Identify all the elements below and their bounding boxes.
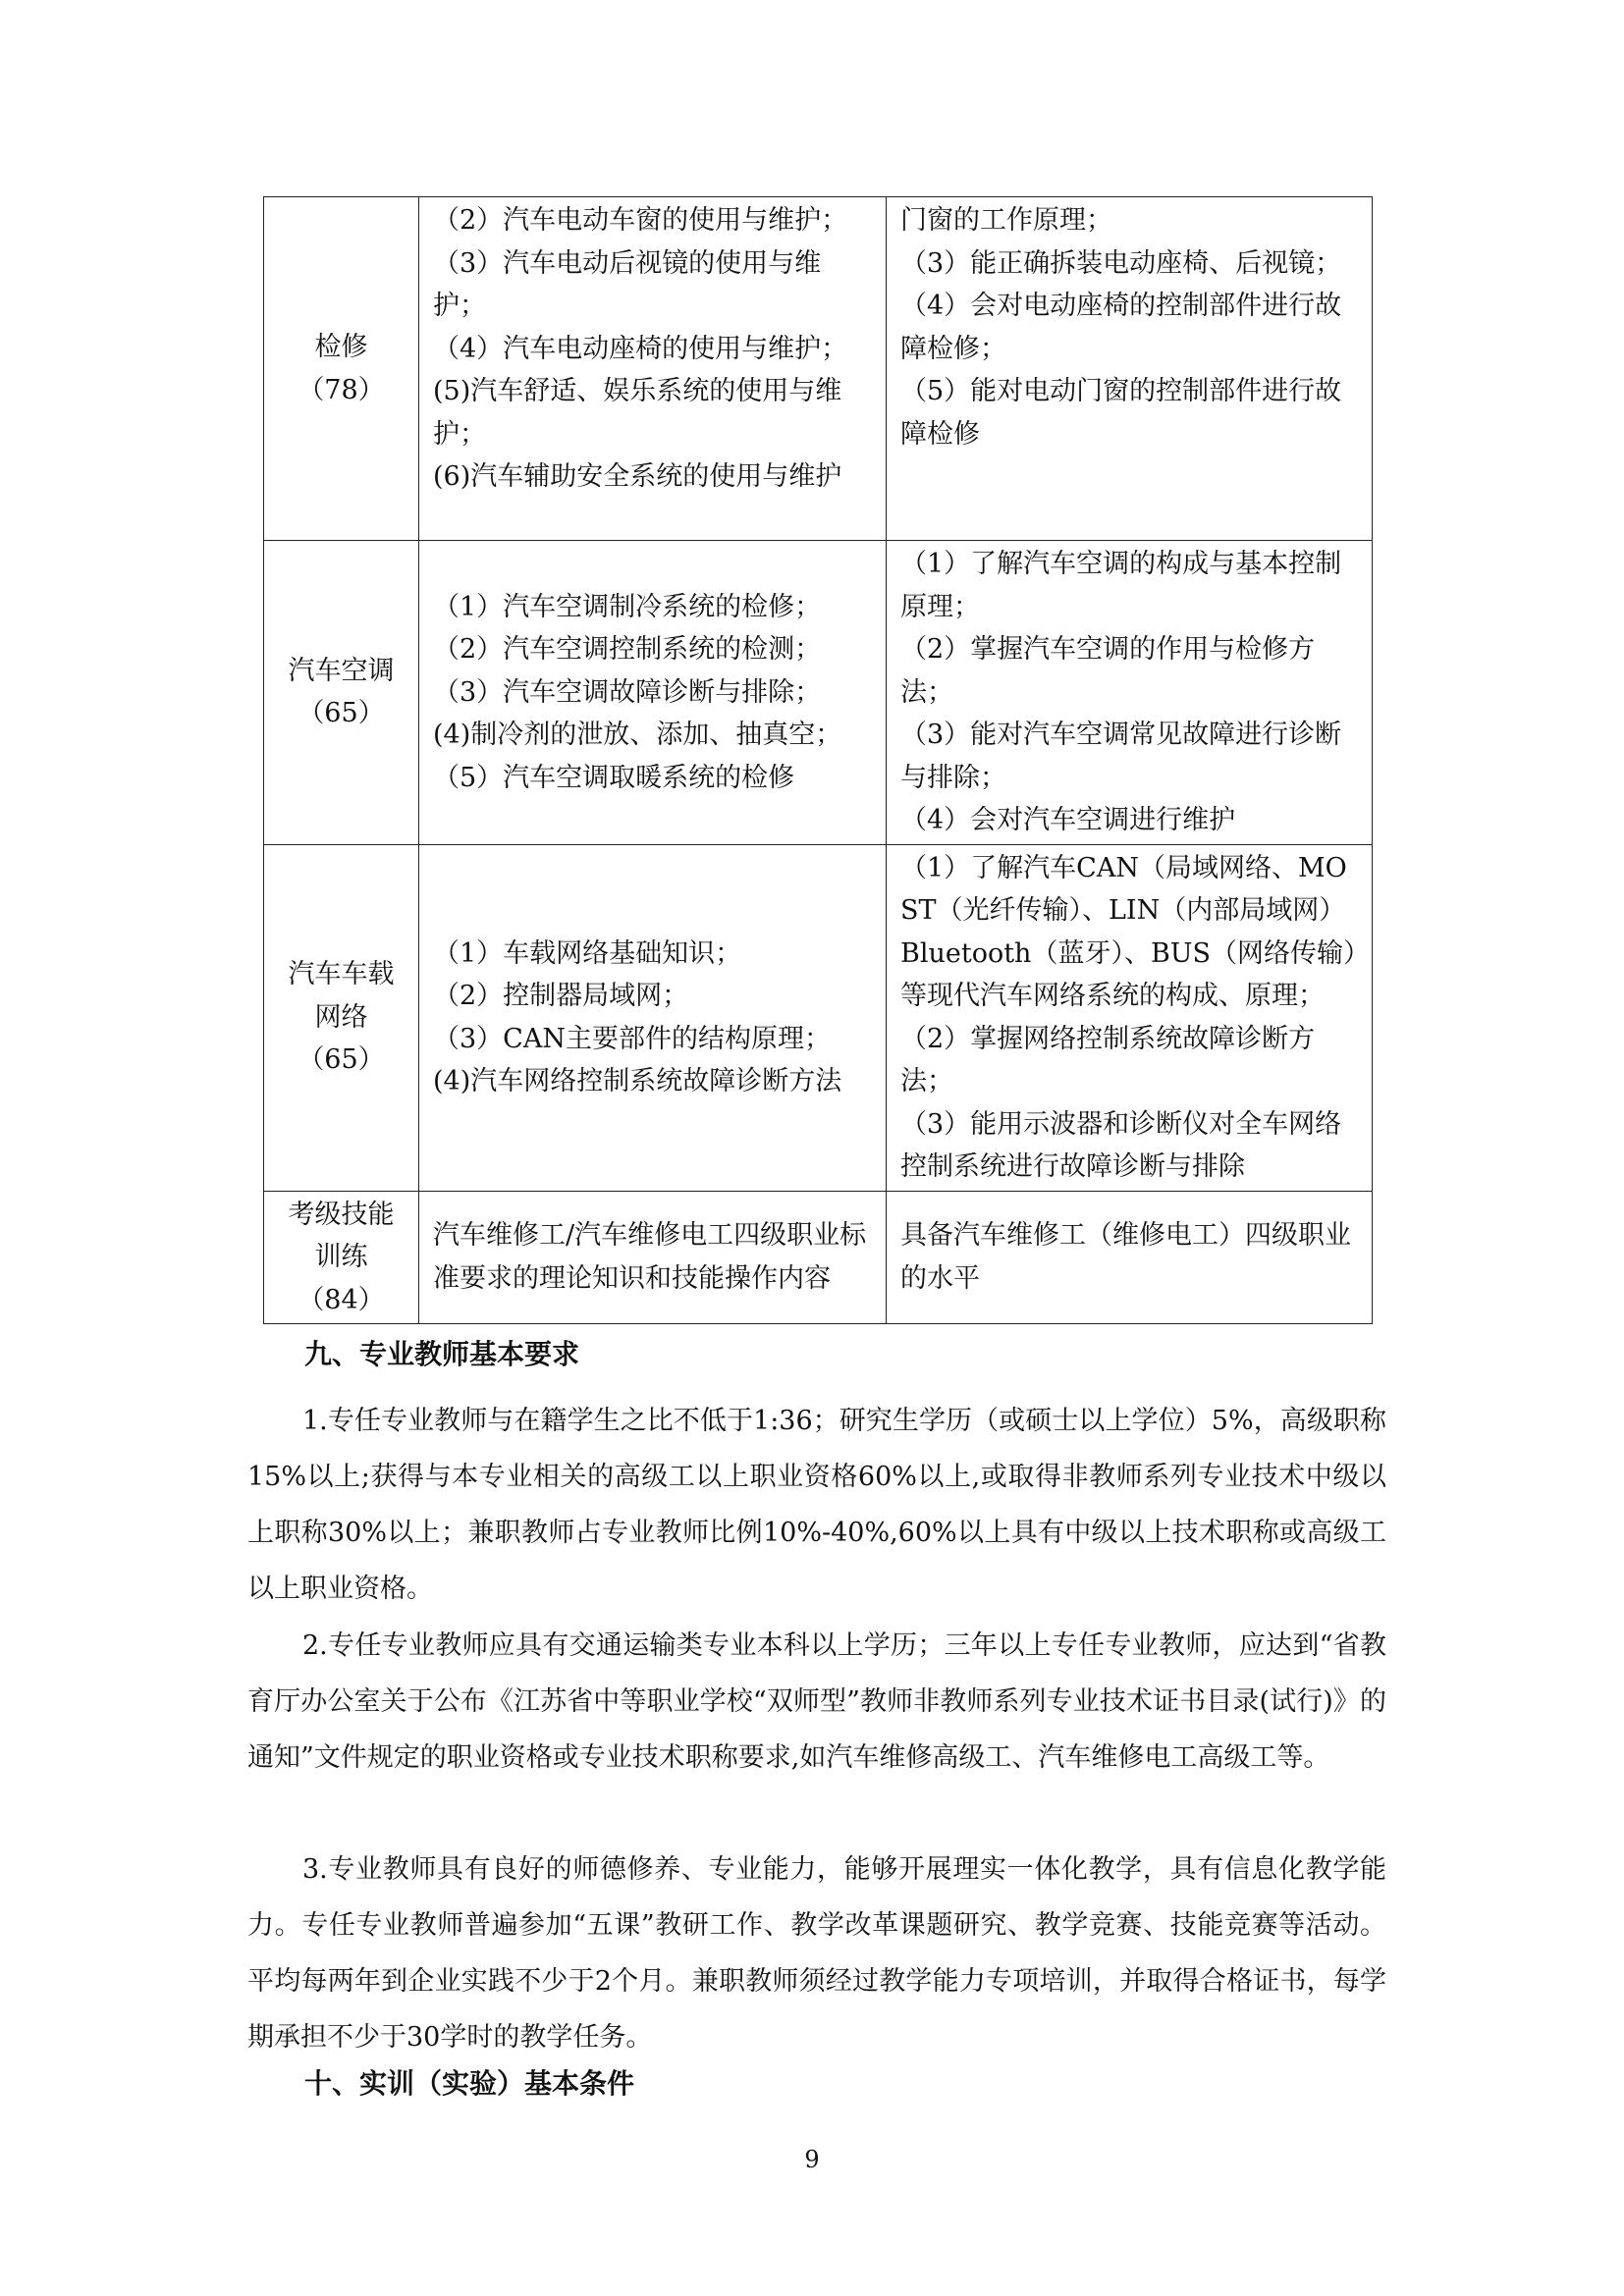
course-goal-cell [887, 844, 1373, 1191]
content-item: （4）汽车电动座椅的使用与维护； [433, 333, 848, 364]
goal-item: （5）能对电动门窗的控制部件进行故障检修 [900, 376, 1342, 450]
goal-item: （4）会对汽车空调进行维护 [900, 805, 1236, 835]
content-item: 汽车维修工/汽车维修电工四级职业标准要求的理论知识和技能操作内容 [433, 1220, 867, 1294]
course-hours: （84） [298, 1284, 385, 1315]
course-name-cell [264, 1191, 419, 1324]
goal-item: （2）掌握网络控制系统故障诊断方法； [900, 1023, 1316, 1096]
course-content-cell [419, 197, 887, 541]
goal-item: 具备汽车维修工（维修电工）四级职业的水平 [900, 1220, 1351, 1294]
course-hours: （78） [298, 374, 385, 405]
course-hours: （65） [298, 698, 385, 729]
course-name-line: 考级技能 [288, 1199, 395, 1230]
course-content-cell [419, 1191, 887, 1324]
content-item: （2）汽车电动车窗的使用与维护； [433, 205, 848, 236]
course-table [263, 196, 1373, 1324]
table-row [264, 844, 1373, 1191]
paragraph: 2.专任专业教师应具有交通运输类专业本科以上学历；三年以上专任专业教师，应达到“省教育厅办公室关于公布《江苏省中等职业学校“双师型”教师非教师系列专业技术证书目录(试行)》的通知”文件规定的职业资格或专业技术职称要求,如汽车维修高级工、汽车维修电工高级工等。 [247, 1630, 1386, 1773]
content-item: （2）控制器局域网； [433, 981, 689, 1011]
table-row [264, 197, 1373, 541]
content-item: （3）汽车空调故障诊断与排除； [433, 676, 822, 708]
course-goal-cell [887, 541, 1373, 845]
content-item: （3）CAN主要部件的结构原理； [433, 1023, 831, 1054]
content-item: (4)汽车网络控制系统故障诊断方法 [433, 1066, 842, 1096]
goal-item: 门窗的工作原理； [900, 205, 1112, 236]
course-content-cell [419, 541, 887, 845]
course-name-line: 汽车车载 [288, 959, 395, 990]
course-name-line: 汽车空调 [288, 655, 395, 686]
content-item: （1）车载网络基础知识； [433, 937, 742, 969]
content-item: (6)汽车辅助安全系统的使用与维护 [433, 461, 842, 492]
course-goal-cell [887, 197, 1373, 541]
course-content-cell [419, 844, 887, 1191]
paragraph: 3.专业教师具有良好的师德修养、专业能力，能够开展理实一体化教学，具有信息化教学能力。专任专业教师普遍参加“五课”教研工作、教学改革课题研究、教学竞赛、技能竞赛等活动。平均每两年到企业实践不少于2个月。兼职教师须经过教学能力专项培训，并取得合格证书，每学期承担不少于30学时的教学任务。 [247, 1854, 1386, 2053]
content-item: (5)汽车舒适、娱乐系统的使用与维护； [433, 376, 842, 450]
section-heading-teachers: 九、专业教师基本要求 [304, 1338, 580, 1370]
goal-item: （1）了解汽车空调的构成与基本控制原理； [900, 549, 1342, 622]
page-number: 9 [804, 2146, 820, 2173]
content-item: （2）汽车空调控制系统的检测； [433, 634, 822, 665]
course-name-line: 检修 [314, 332, 368, 362]
section-heading-training: 十、实训（实验）基本条件 [304, 2067, 635, 2100]
goal-item: （4）会对电动座椅的控制部件进行故障检修； [900, 291, 1342, 364]
course-name-line: 网络 [314, 1001, 368, 1033]
content-item: （1）汽车空调制冷系统的检修； [433, 591, 822, 622]
course-goal-cell [887, 1191, 1373, 1324]
table-row [264, 1191, 1373, 1324]
course-name-cell [264, 844, 419, 1191]
goal-item: （3）能用示波器和诊断仪对全车网络控制系统进行故障诊断与排除 [900, 1108, 1342, 1182]
goal-item: （3）能正确拆装电动座椅、后视镜； [900, 247, 1342, 279]
goal-item: （1）了解汽车CAN（局域网络、MOST（光纤传输）、LIN（内部局域网）Bluetooth（蓝牙）、BUS（网络传输）等现代汽车网络系统的构成、原理； [900, 852, 1357, 1011]
content-item: （5）汽车空调取暖系统的检修 [433, 762, 795, 793]
paragraph: 1.专任专业教师与在籍学生之比不低于1:36；研究生学历（或硕士以上学位）5%，高级职称15%以上;获得与本专业相关的高级工以上职业资格60%以上,或取得非教师系列专业技术中级以上职称30%以上；兼职教师占专业教师比例10%-40%,60%以上具有中级以上技术职称或高级工以上职业资格。 [247, 1406, 1386, 1604]
goal-item: （3）能对汽车空调常见故障进行诊断与排除； [900, 720, 1342, 793]
content-item: （3）汽车电动后视镜的使用与维护； [433, 247, 822, 321]
table-row [264, 541, 1373, 845]
goal-item: （2）掌握汽车空调的作用与检修方法； [900, 634, 1316, 708]
course-name-cell [264, 197, 419, 541]
course-name-line: 训练 [314, 1242, 368, 1272]
course-name-cell [264, 541, 419, 845]
content-item: (4)制冷剂的泄放、添加、抽真空； [433, 720, 842, 750]
course-hours: （65） [298, 1044, 385, 1076]
